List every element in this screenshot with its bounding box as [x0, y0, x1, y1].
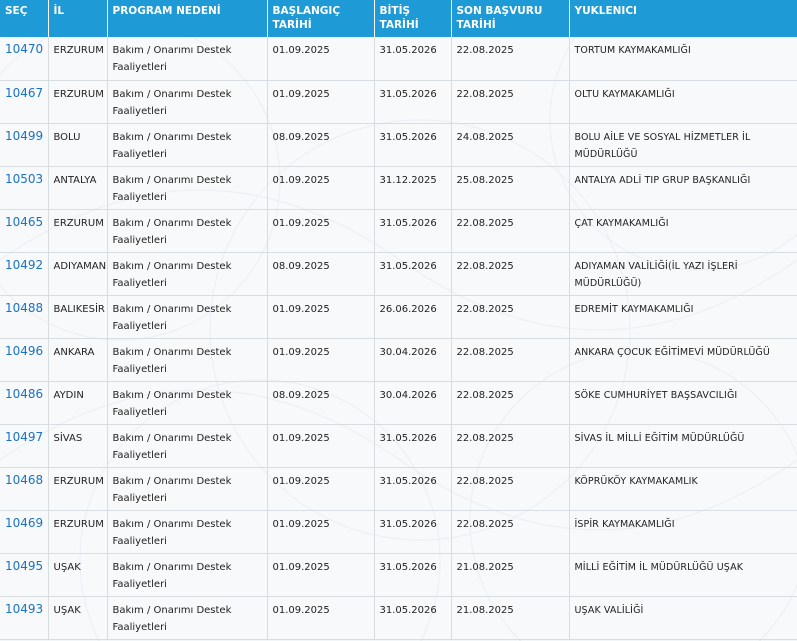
program-cell: Bakım / Onarımı Destek Faaliyetleri	[107, 209, 267, 252]
end-date-cell: 31.05.2026	[374, 252, 451, 295]
end-date-cell: 31.05.2026	[374, 80, 451, 123]
program-cell: Bakım / Onarımı Destek Faaliyetleri	[107, 467, 267, 510]
deadline-cell: 21.08.2025	[451, 553, 569, 596]
program-cell: Bakım / Onarımı Destek Faaliyetleri	[107, 510, 267, 553]
table-row	[0, 37, 797, 80]
program-cell: Bakım / Onarımı Destek Faaliyetleri	[107, 338, 267, 381]
start-date-cell: 01.09.2025	[267, 166, 374, 209]
table-row	[0, 381, 797, 424]
table-row	[0, 252, 797, 295]
table-header-row	[0, 0, 797, 37]
record-id-link[interactable]: 10496	[0, 338, 48, 381]
deadline-cell: 22.08.2025	[451, 510, 569, 553]
start-date-cell: 01.09.2025	[267, 295, 374, 338]
table-row	[0, 209, 797, 252]
province-cell: ERZURUM	[48, 209, 107, 252]
program-cell: Bakım / Onarımı Destek Faaliyetleri	[107, 424, 267, 467]
end-date-cell: 31.05.2026	[374, 424, 451, 467]
end-date-cell: 31.05.2026	[374, 123, 451, 166]
province-cell: ERZURUM	[48, 510, 107, 553]
record-id-link[interactable]: 10470	[0, 37, 48, 80]
contractor-cell: ADIYAMAN VALİLİĞİ(İL YAZI İŞLERİ MÜDÜRLÜĞÜ)	[569, 252, 797, 295]
start-date-cell: 01.09.2025	[267, 596, 374, 639]
start-date-cell: 08.09.2025	[267, 252, 374, 295]
province-cell: ANTALYA	[48, 166, 107, 209]
contractor-cell: İSPİR KAYMAKAMLIĞI	[569, 510, 797, 553]
record-id-link[interactable]: 10467	[0, 80, 48, 123]
province-cell: ERZURUM	[48, 37, 107, 80]
record-id-link[interactable]: 10486	[0, 381, 48, 424]
deadline-cell: 22.08.2025	[451, 295, 569, 338]
record-id-link[interactable]: 10468	[0, 467, 48, 510]
province-cell: ERZURUM	[48, 467, 107, 510]
province-cell: ADIYAMAN	[48, 252, 107, 295]
column-header-son-basvuru[interactable]: SON BAŞVURU TARİHİ	[451, 0, 569, 37]
program-cell: Bakım / Onarımı Destek Faaliyetleri	[107, 37, 267, 80]
contractor-cell: SÖKE CUMHURİYET BAŞSAVCILIĞI	[569, 381, 797, 424]
record-id-link[interactable]: 10499	[0, 123, 48, 166]
column-header-program[interactable]: PROGRAM NEDENİ	[107, 0, 267, 37]
deadline-cell: 25.08.2025	[451, 166, 569, 209]
table-row	[0, 338, 797, 381]
contractor-cell: OLTU KAYMAKAMLIĞI	[569, 80, 797, 123]
table-row	[0, 80, 797, 123]
contractor-cell: BOLU AİLE VE SOSYAL HİZMETLER İL MÜDÜRLÜĞÜ	[569, 123, 797, 166]
end-date-cell: 30.04.2026	[374, 381, 451, 424]
start-date-cell: 01.09.2025	[267, 338, 374, 381]
province-cell: BALIKESİR	[48, 295, 107, 338]
end-date-cell: 31.05.2026	[374, 467, 451, 510]
start-date-cell: 08.09.2025	[267, 381, 374, 424]
column-header-bitis[interactable]: BİTİŞ TARİHİ	[374, 0, 451, 37]
province-cell: UŞAK	[48, 596, 107, 639]
program-cell: Bakım / Onarımı Destek Faaliyetleri	[107, 252, 267, 295]
table-row	[0, 553, 797, 596]
table-row	[0, 467, 797, 510]
start-date-cell: 08.09.2025	[267, 123, 374, 166]
province-cell: BOLU	[48, 123, 107, 166]
start-date-cell: 01.09.2025	[267, 209, 374, 252]
end-date-cell: 31.12.2025	[374, 166, 451, 209]
end-date-cell: 31.05.2026	[374, 209, 451, 252]
record-id-link[interactable]: 10495	[0, 553, 48, 596]
contractor-cell: ANTALYA ADLİ TIP GRUP BAŞKANLIĞI	[569, 166, 797, 209]
start-date-cell: 01.09.2025	[267, 80, 374, 123]
province-cell: AYDIN	[48, 381, 107, 424]
record-id-link[interactable]: 10503	[0, 166, 48, 209]
start-date-cell: 01.09.2025	[267, 510, 374, 553]
end-date-cell: 31.05.2026	[374, 596, 451, 639]
record-id-link[interactable]: 10493	[0, 596, 48, 639]
deadline-cell: 22.08.2025	[451, 209, 569, 252]
contractor-cell: ÇAT KAYMAKAMLIĞI	[569, 209, 797, 252]
end-date-cell: 30.04.2026	[374, 338, 451, 381]
table-row	[0, 166, 797, 209]
deadline-cell: 22.08.2025	[451, 338, 569, 381]
program-cell: Bakım / Onarımı Destek Faaliyetleri	[107, 295, 267, 338]
table-row	[0, 510, 797, 553]
record-id-link[interactable]: 10465	[0, 209, 48, 252]
deadline-cell: 22.08.2025	[451, 37, 569, 80]
column-header-il[interactable]: İL	[48, 0, 107, 37]
contractor-cell: KÖPRÜKÖY KAYMAKAMLIK	[569, 467, 797, 510]
start-date-cell: 01.09.2025	[267, 467, 374, 510]
record-id-link[interactable]: 10469	[0, 510, 48, 553]
record-id-link[interactable]: 10497	[0, 424, 48, 467]
table-row	[0, 596, 797, 639]
province-cell: ANKARA	[48, 338, 107, 381]
program-cell: Bakım / Onarımı Destek Faaliyetleri	[107, 596, 267, 639]
program-cell: Bakım / Onarımı Destek Faaliyetleri	[107, 123, 267, 166]
province-cell: SİVAS	[48, 424, 107, 467]
column-header-baslangic[interactable]: BAŞLANGIÇ TARİHİ	[267, 0, 374, 37]
table-row	[0, 123, 797, 166]
deadline-cell: 22.08.2025	[451, 252, 569, 295]
contractor-cell: MİLLİ EĞİTİM İL MÜDÜRLÜĞÜ UŞAK	[569, 553, 797, 596]
start-date-cell: 01.09.2025	[267, 424, 374, 467]
table-row	[0, 295, 797, 338]
province-cell: ERZURUM	[48, 80, 107, 123]
contractor-cell: TORTUM KAYMAKAMLIĞI	[569, 37, 797, 80]
program-cell: Bakım / Onarımı Destek Faaliyetleri	[107, 166, 267, 209]
table-row	[0, 424, 797, 467]
record-id-link[interactable]: 10492	[0, 252, 48, 295]
deadline-cell: 22.08.2025	[451, 381, 569, 424]
deadline-cell: 21.08.2025	[451, 596, 569, 639]
end-date-cell: 31.05.2026	[374, 37, 451, 80]
program-cell: Bakım / Onarımı Destek Faaliyetleri	[107, 381, 267, 424]
contractor-cell: ANKARA ÇOCUK EĞİTİMEVİ MÜDÜRLÜĞÜ	[569, 338, 797, 381]
end-date-cell: 31.05.2026	[374, 553, 451, 596]
contractor-cell: EDREMİT KAYMAKAMLIĞI	[569, 295, 797, 338]
deadline-cell: 22.08.2025	[451, 467, 569, 510]
start-date-cell: 01.09.2025	[267, 37, 374, 80]
column-header-sec[interactable]: SEÇ	[0, 0, 48, 37]
program-cell: Bakım / Onarımı Destek Faaliyetleri	[107, 80, 267, 123]
deadline-cell: 22.08.2025	[451, 80, 569, 123]
deadline-cell: 22.08.2025	[451, 424, 569, 467]
province-cell: UŞAK	[48, 553, 107, 596]
program-cell: Bakım / Onarımı Destek Faaliyetleri	[107, 553, 267, 596]
column-header-yuklenici[interactable]: YUKLENICI	[569, 0, 797, 37]
deadline-cell: 24.08.2025	[451, 123, 569, 166]
start-date-cell: 01.09.2025	[267, 553, 374, 596]
record-id-link[interactable]: 10488	[0, 295, 48, 338]
end-date-cell: 31.05.2026	[374, 510, 451, 553]
end-date-cell: 26.06.2026	[374, 295, 451, 338]
contractor-cell: SİVAS İL MİLLİ EĞİTİM MÜDÜRLÜĞÜ	[569, 424, 797, 467]
contractor-cell: UŞAK VALİLİĞİ	[569, 596, 797, 639]
